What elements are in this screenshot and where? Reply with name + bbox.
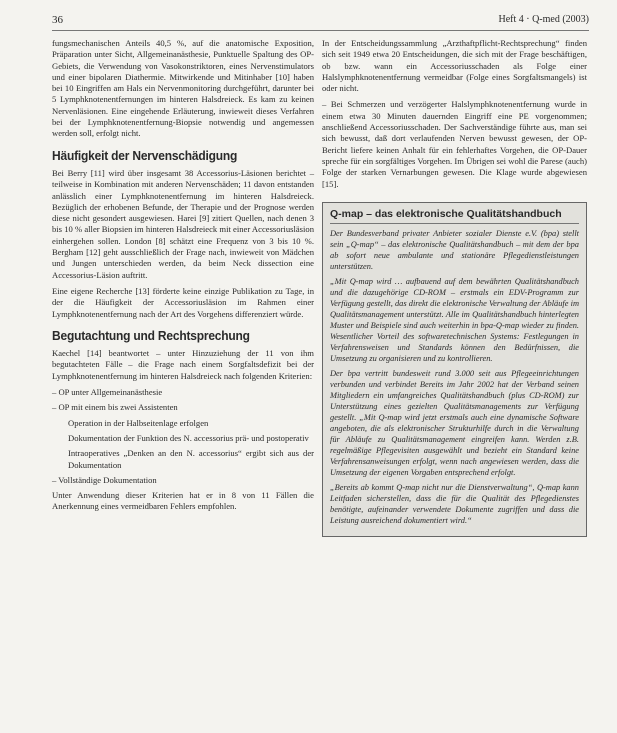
qmap-box-paragraph-2: „Mit Q-map wird … aufbauend auf dem bewährten Qualitätshandbuch und die dazugehörige CD-ROM – erstmals ein EDV-Programm zur Verfügung gestellt, das direkt die elektronische Verwaltung der Abläufe im Qualitätsmanagement unterstützt. Alle im Qualitätshandbuch hinterlegten Muster und Beispiele sind auch weiterhin in bpa-Q-map wieder zu finden. Wesentlicher Vorteil des softwaretechnischen Systems: Festlegungen in Verfahrensweisen und Standards können den Bedürfnissen, die Umsetzung zu organisieren und zu kontrollieren. (330, 277, 579, 364)
left-paragraph-5: Unter Anwendung dieser Kriterien hat er in 8 von 11 Fällen die Anerkennung eines vermeidbaren Fehlers empfohlen. (52, 490, 314, 512)
left-column (52, 38, 314, 518)
left-paragraph-3: Eine eigene Recherche [13] förderte keine einzige Publikation zu Tage, in der die Häufigkeit der Accessoriusläsion im Rahmen einer Lymphknotenentfernung nach der Art des Vorgehens differenziert würde. (52, 285, 314, 319)
criterion-2: – OP mit einem bis zwei Assistenten (52, 402, 178, 413)
criterion-4: Dokumentation der Funktion des N. accessorius prä- und postoperativ (68, 432, 309, 443)
left-paragraph-4: Kaechel [14] beantwortet – unter Hinzuziehung der 11 von ihm begutachteten Fälle – die Frage nach einem Sorgfaltsdefizit bei der Lymphknotenentfernung im hinteren Halsdreieck nach folgenden Kriterien: (52, 348, 314, 381)
heading-frequency: Häufigkeit der Nervenschädigung (52, 147, 238, 163)
journal-header: Heft 4 · Q-med (2003) (498, 14, 589, 25)
page-number: 36 (52, 14, 63, 26)
qmap-box-title: Q-map – das elektronische Qualitätshandbuch (330, 209, 579, 224)
qmap-box-paragraph-4: „Bereits ab kommt Q-map nicht nur die Dienstverwaltung“, Q-map kann Leitfaden sicherstellen, dass die für die Qualität des Pflegedienstes benötigte, aufeinander verwendete Dokumente zugriffen und dass die Leistung ausreichend dokumentiert wird.“ (330, 483, 579, 526)
criterion-3: Operation in der Halbseitenlage erfolgen (68, 417, 209, 428)
right-paragraph-1: In der Entscheidungssammlung „Arzthaftpflicht-Rechtsprechung“ finden sich seit 1949 etwa 20 Entscheidungen, die sich mit der Frage beschäftigen, ob bzw. wann ein Accessoriusschaden als Folge einer Halslymphknotenentfernung vermeidbar (Folge eines Sorgfaltsmangels) ist oder nicht. (322, 38, 587, 94)
right-paragraph-2: – Bei Schmerzen und verzögerter Halslymphknotenentfernung wurde in einem etwa 30 Minuten dauernden Eingriff eine PE vorgenommen; anschließend Accessoriusschaden. Der Sachverständige führte aus, man sei sich bewusst, daß dort verlaufenden Nerven bewusst gewesen, der OP-Bericht liefere keinen Anhalt für ein fehlerhaftes Vorgehen, die OP-Dauer spreche für ein sorgfältiges Vorgehen. Im Übrigen sei wohl die Parese (auch) Folge der starken Vernarbungen gewesen. Die Klage wurde abgewiesen [15]. (322, 99, 587, 189)
heading-regulation: Begutachtung und Rechtsprechung (52, 327, 250, 344)
left-paragraph-1: fungsmechanischen Anteils 40,5 %, auf die anatomische Exposition, Präparation unter Sicht, Allgemeinanästhesie, Punktuelle Spaltung des OP-Gebiets, die Verwendung von Vasokonstriktoren, eines Nervenstimulators und einer bipolaren Diathermie. Mitwirkende und Mitinhaber [10] haben bei 10 Eingriffen am Hals ein Nervenmonitoring durchgeführt, darunter bei 5 Lymphknotenentfernungen im hinteren Halsdreieck. Es kam zu keinen Nervenläsionen. Eine eingehende Erläuterung, inwieweit dieses Verfahren bei der Lymphknotenentfernung-Biopsie notwendig und angemessen werden soll, erfolgt nicht. (52, 38, 314, 139)
criterion-1: – OP unter Allgemeinanästhesie (52, 387, 163, 398)
right-column (322, 38, 587, 537)
criterion-5: Intraoperatives „Denken an den N. accessorius“ ergibt sich aus der Dokumentation (68, 448, 314, 470)
qmap-box-paragraph-3: Der bpa vertritt bundesweit rund 3.000 seit aus Pflegeeinrichtungen verbunden und verbindet Bereits im Jahr 2002 hat der Verband seinen Mitgliedern ein umfangreiches Qualitätshandbuch (plus CD-ROM) zur Unterstützung eines gezielten Qualitätsmanagements zur Verfügung gestellt. „Mit Q-map wird jetzt erstmals auch eine dynamische Software angeboten, die als elektronischer Strukturhilfe durch in die Verwaltung für Abläufe zu Qualitätsmanagement eingreifen kann. Werden z.B. regelmäßige Pflegevisiten ausgewählt und bezieht ein Standard keine Verfahrensanweisungen erfolgt, wenn nach angewiesen werden, dass die Umsetzung der eigenen Vorgaben entsprechend erfolgt. (330, 369, 579, 478)
header-rule (52, 30, 589, 31)
qmap-box-paragraph-1: Der Bundesverband privater Anbieter sozialer Dienste e.V. (bpa) stellt sein „Q-map“ – das elektronische Qualitätshandbuch – mit dem der bpa ab sofort neue ambulante und stationäre Pflegedienstleistungen unterstützen. (330, 229, 579, 272)
left-paragraph-2: Bei Berry [11] wird über insgesamt 38 Accessorius-Läsionen berichtet – teilweise in Kombination mit anderen Nervenschäden; 11 davon entstanden anlässlich einer Lymphknotenentfernung im hinteren Halsdreieck. Bezüglich der erhobenen Befunde, der Therapie und der Prognose werden diese nicht gesondert ausgewiesen. Harei [9] zitiert Quellen, nach denen 3 bis 10 % aller Biopsien im hinteren Halsdreieck mit einer Accessoriusläsion einhergehen sollen. London [8] schätzt eine Frequenz von 3 bis 10 %. Bergham [12] geht ausschließlich der Frage nach, inwieweit von Mädchen und Jungen unterschieden werden, da beim Neck dissection eine Accessorius-Läsion auftritt. (52, 167, 314, 280)
qmap-info-box (322, 202, 587, 537)
criterion-6: – Vollständige Dokumentation (52, 474, 157, 485)
